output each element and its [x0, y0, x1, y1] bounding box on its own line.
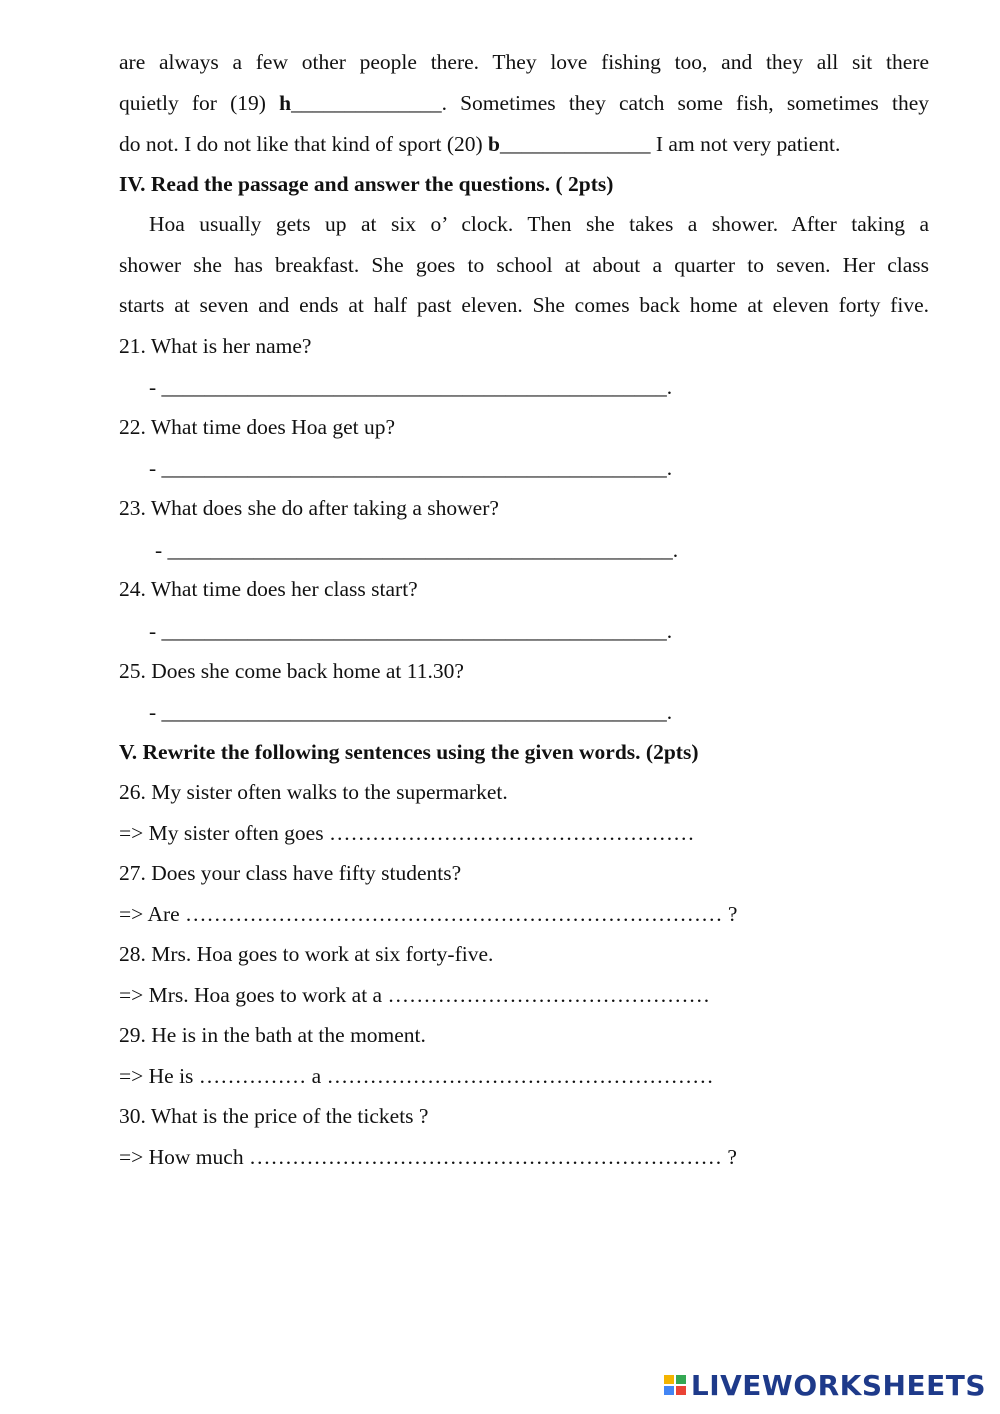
reading-passage-line-1: Hoa usually gets up at six o’ clock. Then she takes a shower. After taking a — [149, 212, 929, 236]
sentence-26: 26. My sister often walks to the supermarket. — [119, 780, 508, 804]
answer-line-23[interactable]: - _______________________________________________. — [155, 538, 679, 562]
hint-letter-20: b — [488, 132, 501, 156]
passage-line-2: quietly for (19) h______________. Sometimes they catch some fish, sometimes they — [119, 91, 929, 115]
passage-line-3: do not. I do not like that kind of sport (20) b______________ I am not very patient. — [119, 132, 841, 156]
sentence-30: 30. What is the price of the tickets ? — [119, 1104, 429, 1128]
reading-passage-line-3: starts at seven and ends at half past eleven. She comes back home at eleven forty five. — [119, 293, 929, 317]
rewrite-line-29[interactable]: => He is …………… a ……………………………………………… — [119, 1064, 714, 1088]
liveworksheets-logo-icon — [663, 1373, 687, 1397]
rewrite-line-27[interactable]: => Are ………………………………………………………………… ? — [119, 902, 738, 926]
rewrite-line-30[interactable]: => How much ………………………………………………………… ? — [119, 1145, 737, 1169]
section-4-heading: IV. Read the passage and answer the questions. ( 2pts) — [119, 172, 614, 196]
reading-passage-line-2: shower she has breakfast. She goes to school at about a quarter to seven. Her class — [119, 253, 929, 277]
rewrite-line-28[interactable]: => Mrs. Hoa goes to work at a ……………………………………… — [119, 983, 710, 1007]
question-21: 21. What is her name? — [119, 334, 312, 358]
section-5-heading: V. Rewrite the following sentences using the given words. (2pts) — [119, 740, 699, 764]
blank-20[interactable]: ______________ — [500, 132, 651, 156]
rewrite-line-26[interactable]: => My sister often goes …………………………………………… — [119, 821, 695, 845]
sentence-28: 28. Mrs. Hoa goes to work at six forty-five. — [119, 942, 494, 966]
answer-line-21[interactable]: - _______________________________________________. — [149, 375, 673, 399]
question-25: 25. Does she come back home at 11.30? — [119, 659, 464, 683]
answer-line-22[interactable]: - _______________________________________________. — [149, 456, 673, 480]
sentence-29: 29. He is in the bath at the moment. — [119, 1023, 426, 1047]
watermark-text: LIVEWORKSHEETS — [690, 1368, 986, 1402]
question-24: 24. What time does her class start? — [119, 577, 418, 601]
sentence-27: 27. Does your class have fifty students? — [119, 861, 462, 885]
answer-line-24[interactable]: - _______________________________________________. — [149, 619, 673, 643]
liveworksheets-watermark — [663, 1368, 986, 1402]
question-22: 22. What time does Hoa get up? — [119, 415, 396, 439]
question-23: 23. What does she do after taking a shower? — [119, 496, 499, 520]
hint-letter-19: h — [279, 91, 292, 115]
answer-line-25[interactable]: - _______________________________________________. — [149, 700, 673, 724]
passage-line-1: are always a few other people there. They love fishing too, and they all sit there — [119, 50, 929, 74]
blank-19[interactable]: ______________ — [291, 91, 442, 115]
